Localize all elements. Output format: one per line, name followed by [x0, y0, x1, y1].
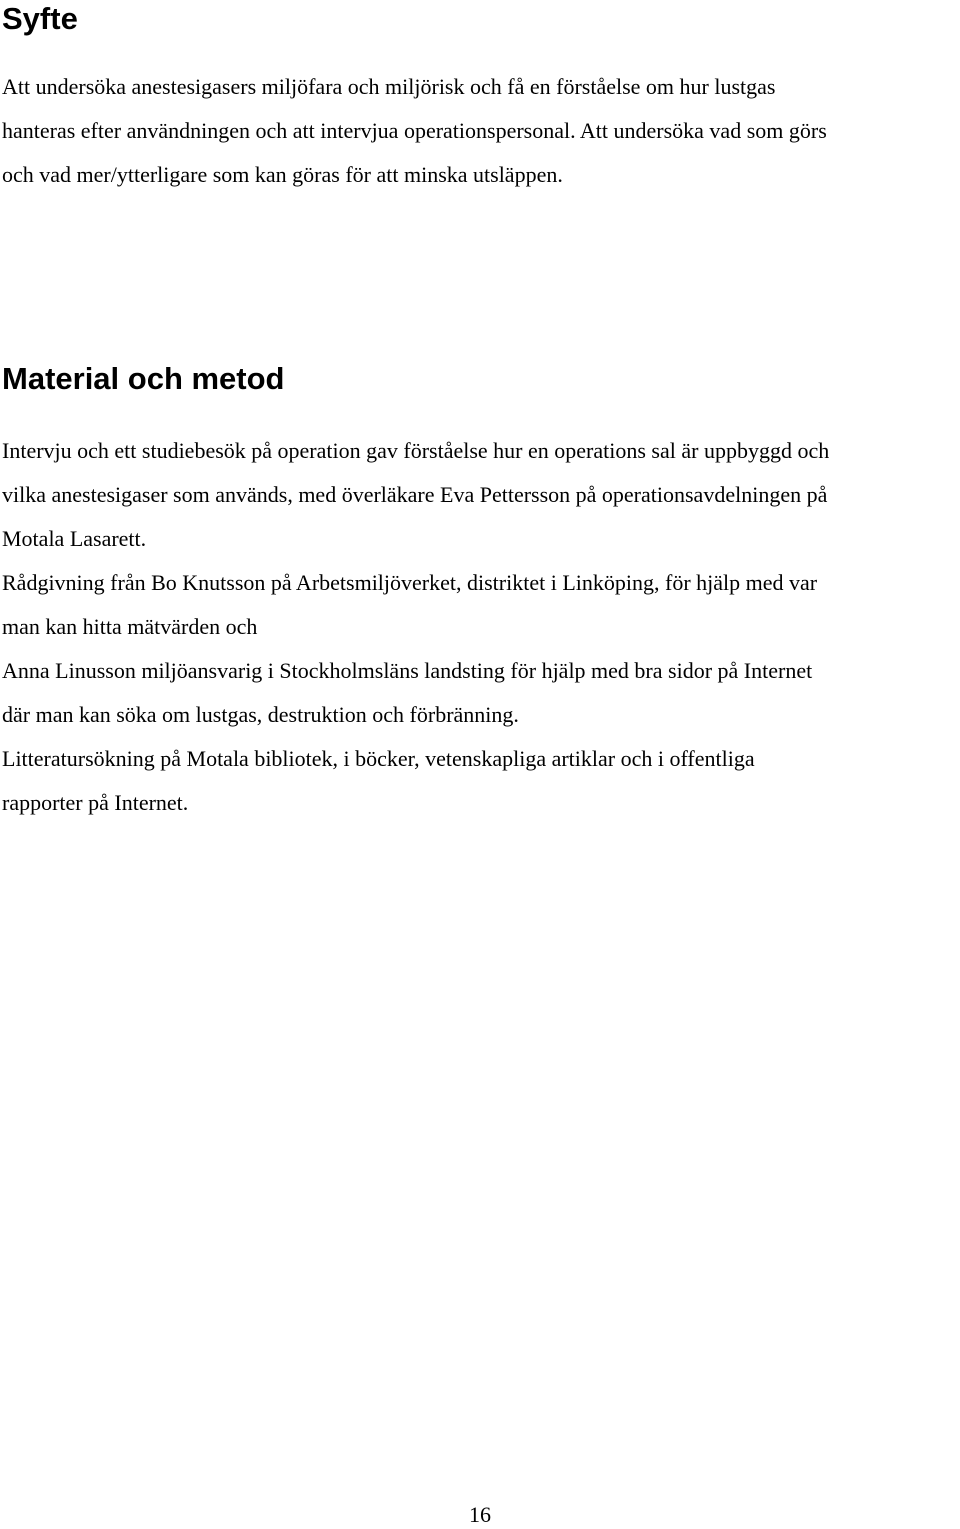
paragraph-line: rapporter på Internet.	[2, 790, 189, 815]
paragraph-line: man kan hitta mätvärden och	[2, 614, 258, 639]
paragraph-line: och vad mer/ytterligare som kan göras för att minska utsläppen.	[2, 162, 563, 187]
page-number: 16	[469, 1502, 491, 1527]
radgivning-paragraph	[2, 561, 960, 649]
paragraph-line: Litteratursökning på Motala bibliotek, i böcker, vetenskapliga artiklar och i offentliga	[2, 746, 755, 771]
litteratur-paragraph	[2, 737, 960, 825]
section-heading-syfte: Syfte	[2, 1, 78, 36]
section-heading-material-och-metod: Material och metod	[2, 361, 285, 396]
paragraph-line: Anna Linusson miljöansvarig i Stockholmsläns landsting för hjälp med bra sidor på Internet	[2, 658, 813, 683]
paragraph-line: Att undersöka anestesigasers miljöfara och miljörisk och få en förståelse om hur lustgas	[2, 74, 776, 99]
paragraph-line: Intervju och ett studiebesök på operation gav förståelse hur en operations sal är uppbyggd och	[2, 438, 830, 463]
intervju-paragraph	[2, 429, 960, 561]
paragraph-line: hanteras efter användningen och att intervjua operationspersonal. Att undersöka vad som görs	[2, 118, 827, 143]
paragraph-line: Rådgivning från Bo Knutsson på Arbetsmiljöverket, distriktet i Linköping, för hjälp med var	[2, 570, 818, 595]
paragraph-line: där man kan söka om lustgas, destruktion och förbränning.	[2, 702, 519, 727]
paragraph-line: Motala Lasarett.	[2, 526, 147, 551]
paragraph-line: vilka anestesigaser som används, med överläkare Eva Pettersson på operationsavdelningen på	[2, 482, 828, 507]
anna-paragraph	[2, 649, 960, 737]
syfte-paragraph	[2, 65, 960, 197]
